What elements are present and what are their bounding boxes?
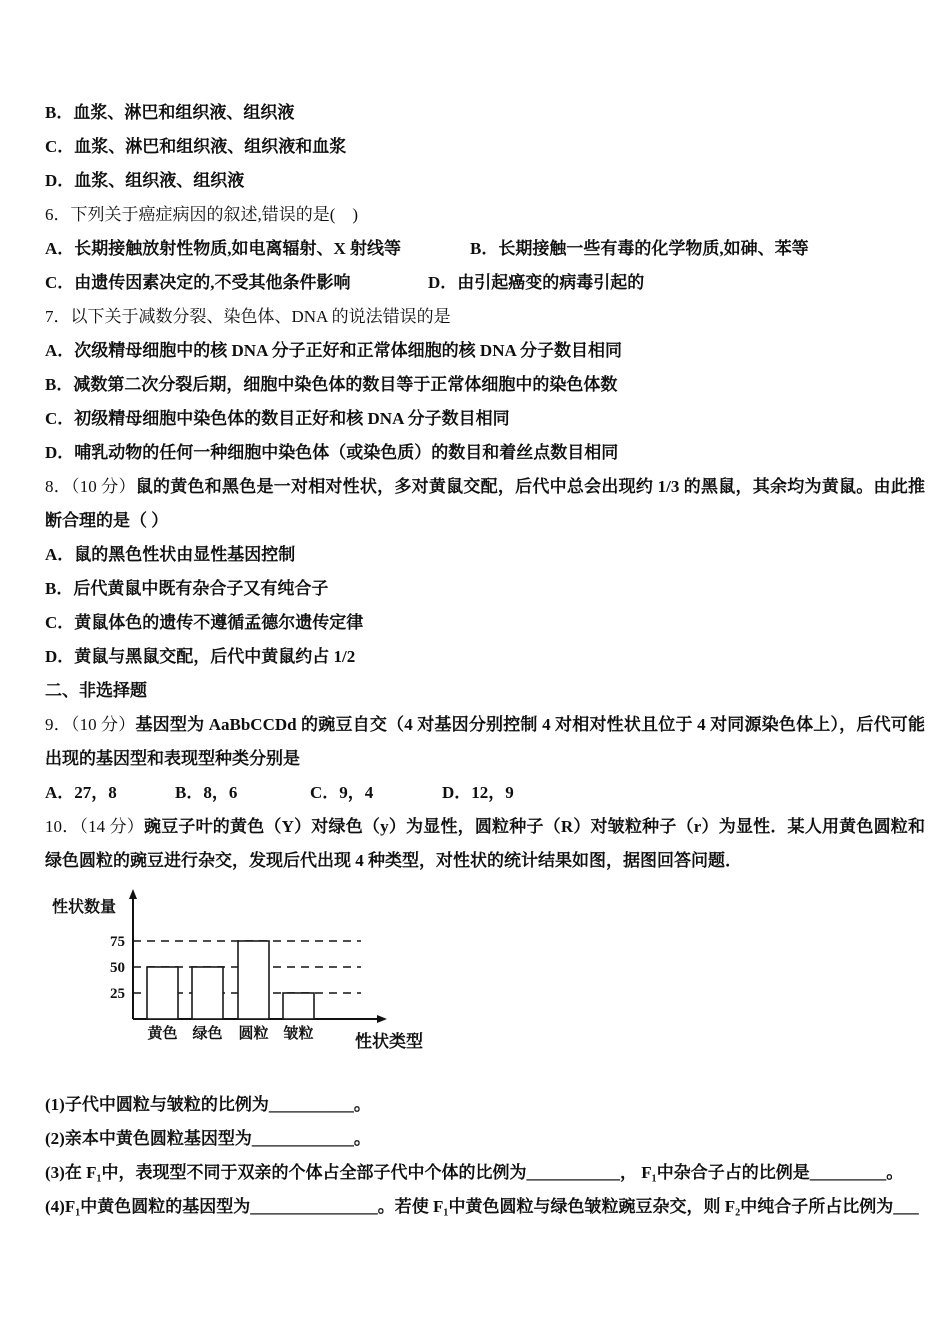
q6-option-c: C．由遗传因素决定的,不受其他条件影响 xyxy=(45,273,351,292)
q9-options-row xyxy=(45,776,925,810)
q6-stem: 6．下列关于癌症病因的叙述,错误的是( ) xyxy=(45,205,359,224)
q10-stem-text: 豌豆子叶的黄色（Y）对绿色（y）为显性，圆粒种子（R）对皱粒种子（r）为显性．某人用黄色圆粒和绿色圆粒的豌豆进行杂交，发现后代出现 4 种类型，对性状的统计结果如图，据图回答问题． xyxy=(45,817,925,870)
x-axis-title: 性状类型 xyxy=(355,1032,423,1051)
x-axis-arrow xyxy=(377,1015,387,1023)
q8-option-a: A．鼠的黑色性状由显性基因控制 xyxy=(45,545,296,564)
q6-options-row-1 xyxy=(45,232,925,266)
q9-option-b: B．8，6 xyxy=(175,783,238,802)
category-label-4: 皱粒 xyxy=(283,1025,314,1042)
y-axis-title: 性状数量 xyxy=(52,899,117,916)
q9-option-c: C．9，4 xyxy=(310,783,374,802)
q8-stem xyxy=(45,470,925,538)
category-label-3: 圆粒 xyxy=(238,1025,269,1042)
q9-option-a: A．27，8 xyxy=(45,783,117,802)
trait-chart-svg xyxy=(45,888,475,1060)
category-label-1: 黄色 xyxy=(147,1025,178,1042)
category-label-2: 绿色 xyxy=(192,1025,223,1042)
q8-stem-text: 鼠的黄色和黑色是一对相对性状，多对黄鼠交配，后代中总会出现约 1/3 的黑鼠，其余均为黄鼠。由此推断合理的是（ ） xyxy=(45,477,925,530)
q5-option-d: D．血浆、组织液、组织液 xyxy=(45,171,245,190)
q6-option-a: A．长期接触放射性物质,如电离辐射、X 射线等 xyxy=(45,239,402,258)
bar-绿色 xyxy=(192,967,223,1019)
y-tick-50: 50 xyxy=(110,960,125,976)
q9-stem-text: 基因型为 AaBbCCDd 的豌豆自交（4 对基因分别控制 4 对相对性状且位于 4 对同源染色体上），后代可能出现的基因型和表现型种类分别是 xyxy=(45,715,925,768)
q10-number: 10．（14 分） xyxy=(45,817,144,836)
q8-option-d: D．黄鼠与黑鼠交配，后代中黄鼠约占 1/2 xyxy=(45,647,356,666)
trait-bar-chart xyxy=(45,888,925,1060)
q8-number: 8．（10 分） xyxy=(45,477,136,496)
q7-option-a: A．次级精母细胞中的核 DNA 分子正好和正常体细胞的核 DNA 分子数目相同 xyxy=(45,341,623,360)
y-axis-arrow xyxy=(129,889,137,899)
q10-sub-question-3: (3)在 F₁中，表现型不同于双亲的个体占全部子代中个体的比例为___________， F₁中杂合子占的比例是_________。 xyxy=(45,1163,904,1182)
q10-sub-question-1: (1)子代中圆粒与皱粒的比例为__________。 xyxy=(45,1095,371,1114)
q6-option-d: D．由引起癌变的病毒引起的 xyxy=(428,273,645,292)
bar-黄色 xyxy=(147,967,178,1019)
q9-number: 9．（10 分） xyxy=(45,715,136,734)
q8-option-c: C．黄鼠体色的遗传不遵循孟德尔遗传定律 xyxy=(45,613,364,632)
q10-stem xyxy=(45,810,925,878)
q6-options-row-2 xyxy=(45,266,925,300)
y-tick-75: 75 xyxy=(110,934,125,950)
q8-option-b: B．后代黄鼠中既有杂合子又有纯合子 xyxy=(45,579,329,598)
q7-option-c: C．初级精母细胞中染色体的数目正好和核 DNA 分子数目相同 xyxy=(45,409,510,428)
q9-option-d: D．12，9 xyxy=(442,783,514,802)
bar-圆粒 xyxy=(238,941,269,1019)
q6-option-b: B．长期接触一些有毒的化学物质,如砷、苯等 xyxy=(470,239,809,258)
q5-option-b: B．血浆、淋巴和组织液、组织液 xyxy=(45,103,295,122)
q9-stem xyxy=(45,708,925,776)
q10-sub-questions xyxy=(45,1088,925,1224)
q7-option-b: B．减数第二次分裂后期，细胞中染色体的数目等于正常体细胞中的染色体数 xyxy=(45,375,618,394)
q5-option-c: C．血浆、淋巴和组织液、组织液和血浆 xyxy=(45,137,347,156)
y-tick-25: 25 xyxy=(110,986,125,1002)
q7-stem: 7．以下关于减数分裂、染色体、DNA 的说法错误的是 xyxy=(45,307,451,326)
section-2-title: 二、非选择题 xyxy=(45,681,147,700)
bar-皱粒 xyxy=(283,993,314,1019)
q10-sub-question-4: (4)F₁中黄色圆粒的基因型为_______________。若使 F₁中黄色圆粒与绿色皱粒豌豆杂交，则 F₂中纯合子所占比例为___ xyxy=(45,1197,919,1216)
q10-sub-question-2: (2)亲本中黄色圆粒基因型为____________。 xyxy=(45,1129,371,1148)
q7-option-d: D．哺乳动物的任何一种细胞中染色体（或染色质）的数目和着丝点数目相同 xyxy=(45,443,619,462)
